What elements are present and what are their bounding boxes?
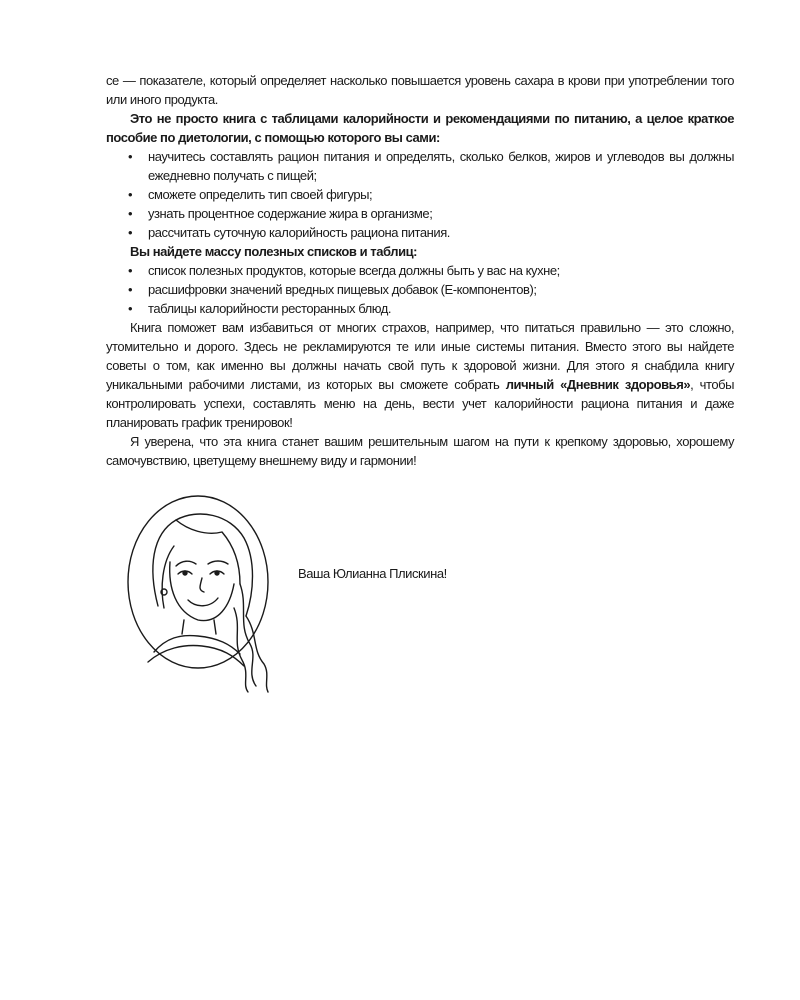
list-item: • рассчитать суточную калорийность рациона питания. [106,223,734,242]
list-item: • расшифровки значений вредных пищевых добавок (Е-компонентов); [106,280,734,299]
page-text [106,71,734,470]
body-paragraph-1 [106,318,734,432]
author-signature: Ваша Юлианна Плискина! [298,566,447,581]
intro-paragraph-tail: се — показателе, который определяет насколько повышается уровень сахара в крови при употреблении того или иного продукта. [106,73,734,107]
lead-bold-paragraph: Это не просто книга с таблицами калорийности и рекомендациями по питанию, а целое краткое пособие по диетологии, с помощью которого вы сами: [106,111,734,145]
list-item: • таблицы калорийности ресторанных блюд. [106,299,734,318]
lists-heading: Вы найдете массу полезных списков и таблиц: [130,244,418,259]
body-paragraph-2: Я уверена, что эта книга станет вашим решительным шагом на пути к крепкому здоровью, хорошему самочувствию, цветущему внешнему виду и гармонии! [106,434,734,468]
author-portrait-icon [118,488,278,694]
tables-list [106,261,734,318]
paragraph-text: Книга поможет вам избавиться от многих страхов, например, что питаться правильно — это сложно, утомительно и дорого. Здесь не рекламируются те или иные системы питания. Вместо этого вы найдете советы о том, как именно вы должны начать свой путь к здоровой жизни. Для этого я снабдила книгу уникальными рабочими листами, из которых вы сможете собрать [106,320,734,392]
health-diary-emphasis: личный «Дневник здоровья» [505,377,691,392]
list-item: • сможете определить тип своей фигуры; [106,185,734,204]
benefits-list [106,147,734,242]
list-item: • список полезных продуктов, которые всегда должны быть у вас на кухне; [106,261,734,280]
list-item: • научитесь составлять рацион питания и определять, сколько белков, жиров и углеводов вы должны ежедневно получать с пищей; [106,147,734,185]
list-item: • узнать процентное содержание жира в организме; [106,204,734,223]
paragraph-text: , чтобы контролировать успехи, составлять меню на день, вести учет калорийности рациона питания и даже планировать график тренировок! [106,377,734,430]
